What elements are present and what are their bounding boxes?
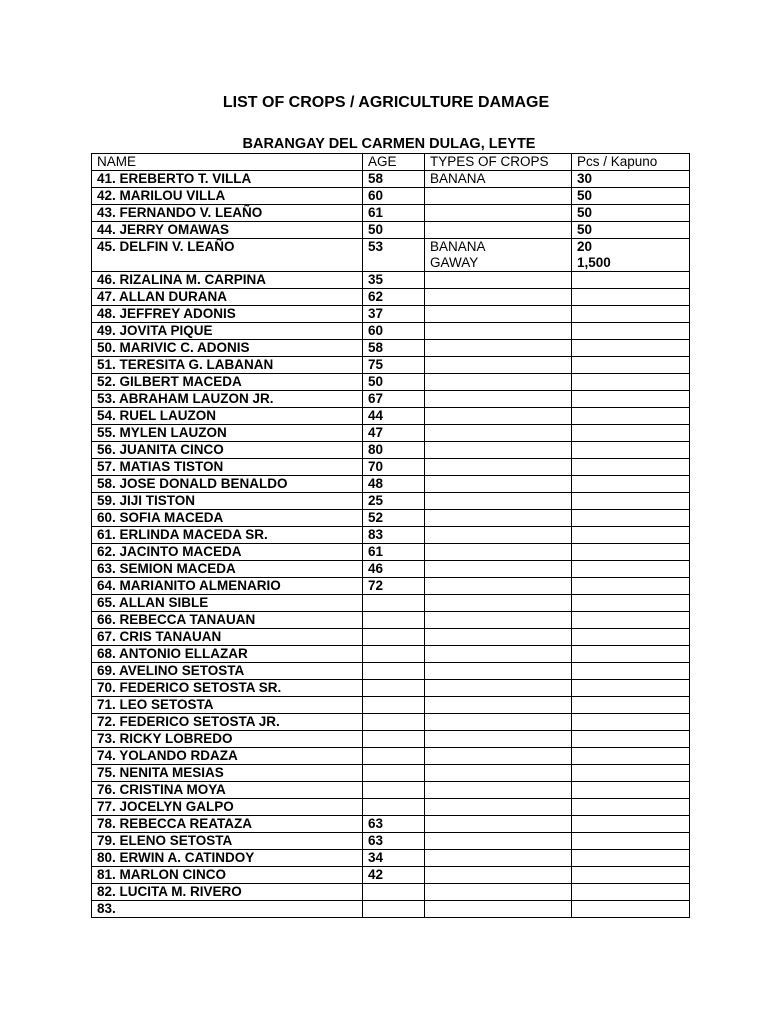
table-row (92, 510, 690, 527)
cell-age: 61 (363, 205, 425, 222)
cell-age: 62 (363, 289, 425, 306)
cell-age: 60 (363, 323, 425, 340)
crops-damage-table (91, 153, 690, 918)
table-row (92, 425, 690, 442)
cell-age: 80 (363, 442, 425, 459)
cell-crop-types (425, 391, 572, 408)
cell-name: 66. REBECCA TANAUAN (92, 612, 363, 629)
cell-crop-types (425, 816, 572, 833)
cell-crop-types (425, 867, 572, 884)
cell-age (363, 680, 425, 697)
cell-name: 83. (92, 901, 363, 918)
table-row (92, 629, 690, 646)
table-row (92, 442, 690, 459)
cell-pcs (572, 680, 690, 697)
table-row (92, 408, 690, 425)
column-header-name: NAME (92, 154, 363, 171)
cell-pcs (572, 561, 690, 578)
cell-name: 61. ERLINDA MACEDA SR. (92, 527, 363, 544)
table-row (92, 171, 690, 188)
cell-age: 58 (363, 340, 425, 357)
cell-pcs (572, 578, 690, 595)
cell-name: 55. MYLEN LAUZON (92, 425, 363, 442)
cell-crop-types (425, 561, 572, 578)
cell-name: 67. CRIS TANAUAN (92, 629, 363, 646)
cell-pcs (572, 697, 690, 714)
pcs-value: 20 (577, 239, 593, 254)
cell-name: 57. MATIAS TISTON (92, 459, 363, 476)
column-header-crops: TYPES OF CROPS (425, 154, 572, 171)
cell-crop-types (425, 595, 572, 612)
cell-pcs (572, 306, 690, 323)
cell-pcs (572, 765, 690, 782)
table-row (92, 374, 690, 391)
cell-pcs (572, 731, 690, 748)
cell-pcs (572, 272, 690, 289)
cell-name: 77. JOCELYN GALPO (92, 799, 363, 816)
cell-age: 35 (363, 272, 425, 289)
cell-pcs (572, 527, 690, 544)
table-row (92, 663, 690, 680)
cell-name: 51. TERESITA G. LABANAN (92, 357, 363, 374)
crop-type: BANANA (430, 239, 486, 254)
cell-crop-types (425, 765, 572, 782)
cell-crop-types (425, 697, 572, 714)
cell-name: 74. YOLANDO RDAZA (92, 748, 363, 765)
cell-pcs (572, 748, 690, 765)
cell-crop-types (425, 782, 572, 799)
cell-crop-types (425, 629, 572, 646)
cell-name: 71. LEO SETOSTA (92, 697, 363, 714)
cell-name: 81. MARLON CINCO (92, 867, 363, 884)
cell-pcs (572, 595, 690, 612)
cell-pcs (572, 799, 690, 816)
cell-crop-types (425, 425, 572, 442)
cell-pcs (572, 493, 690, 510)
table-row (92, 578, 690, 595)
cell-name: 80. ERWIN A. CATINDOY (92, 850, 363, 867)
cell-pcs (572, 901, 690, 918)
pcs-value: 50 (577, 222, 593, 237)
table-row (92, 561, 690, 578)
cell-name: 42. MARILOU VILLA (92, 188, 363, 205)
cell-name: 70. FEDERICO SETOSTA SR. (92, 680, 363, 697)
cell-pcs (572, 510, 690, 527)
pcs-value: 30 (577, 171, 593, 186)
cell-crop-types (425, 799, 572, 816)
cell-name: 73. RICKY LOBREDO (92, 731, 363, 748)
table-row (92, 816, 690, 833)
column-header-pcs: Pcs / Kapuno (572, 154, 690, 171)
cell-crop-types (425, 833, 572, 850)
cell-age (363, 612, 425, 629)
cell-crop-types (425, 459, 572, 476)
table-row (92, 459, 690, 476)
cell-crop-types (425, 493, 572, 510)
cell-age: 75 (363, 357, 425, 374)
cell-crop-types (425, 222, 572, 239)
cell-age: 42 (363, 867, 425, 884)
table-body (92, 171, 690, 918)
cell-name: 43. FERNANDO V. LEAÑO (92, 205, 363, 222)
table-row (92, 901, 690, 918)
pcs-value: 1,500 (577, 255, 611, 270)
cell-pcs (572, 476, 690, 493)
cell-name: 45. DELFIN V. LEAÑO (92, 239, 363, 272)
table-row (92, 799, 690, 816)
cell-pcs (572, 323, 690, 340)
cell-age (363, 646, 425, 663)
cell-name: 64. MARIANITO ALMENARIO (92, 578, 363, 595)
table-row (92, 748, 690, 765)
cell-name: 76. CRISTINA MOYA (92, 782, 363, 799)
cell-name: 48. JEFFREY ADONIS (92, 306, 363, 323)
cell-name: 56. JUANITA CINCO (92, 442, 363, 459)
cell-name: 69. AVELINO SETOSTA (92, 663, 363, 680)
document-subtitle: BARANGAY DEL CARMEN DULAG, LEYTE (242, 136, 536, 152)
cell-crop-types (425, 442, 572, 459)
cell-pcs (572, 289, 690, 306)
cell-pcs (572, 222, 690, 239)
cell-crop-types (425, 680, 572, 697)
cell-age: 44 (363, 408, 425, 425)
document-title: LIST OF CROPS / AGRICULTURE DAMAGE (222, 94, 550, 111)
cell-pcs (572, 340, 690, 357)
cell-name: 58. JOSE DONALD BENALDO (92, 476, 363, 493)
pcs-value: 50 (577, 188, 593, 203)
cell-crop-types (425, 527, 572, 544)
crop-type: BANANA (430, 171, 486, 186)
cell-age (363, 748, 425, 765)
cell-name: 49. JOVITA PIQUE (92, 323, 363, 340)
cell-name: 59. JIJI TISTON (92, 493, 363, 510)
cell-pcs (572, 884, 690, 901)
cell-crop-types (425, 289, 572, 306)
cell-age (363, 629, 425, 646)
cell-crop-types (425, 901, 572, 918)
cell-age: 63 (363, 833, 425, 850)
cell-pcs (572, 205, 690, 222)
cell-crop-types (425, 612, 572, 629)
cell-name: 62. JACINTO MACEDA (92, 544, 363, 561)
cell-name: 68. ANTONIO ELLAZAR (92, 646, 363, 663)
table-row (92, 782, 690, 799)
cell-pcs (572, 663, 690, 680)
cell-pcs (572, 850, 690, 867)
cell-pcs (572, 442, 690, 459)
column-header-age: AGE (363, 154, 425, 171)
cell-crop-types (425, 544, 572, 561)
table-row (92, 391, 690, 408)
table-row (92, 697, 690, 714)
cell-crop-types (425, 171, 572, 188)
cell-age: 61 (363, 544, 425, 561)
cell-crop-types (425, 476, 572, 493)
table-row (92, 612, 690, 629)
table-row (92, 867, 690, 884)
cell-age (363, 782, 425, 799)
cell-crop-types (425, 663, 572, 680)
table-row (92, 646, 690, 663)
cell-name: 47. ALLAN DURANA (92, 289, 363, 306)
cell-crop-types (425, 340, 572, 357)
cell-age (363, 884, 425, 901)
cell-name: 52. GILBERT MACEDA (92, 374, 363, 391)
table-row (92, 527, 690, 544)
cell-age (363, 731, 425, 748)
cell-age: 53 (363, 239, 425, 272)
cell-crop-types (425, 374, 572, 391)
cell-pcs (572, 867, 690, 884)
cell-pcs (572, 391, 690, 408)
cell-crop-types (425, 510, 572, 527)
cell-name: 46. RIZALINA M. CARPINA (92, 272, 363, 289)
cell-age: 34 (363, 850, 425, 867)
cell-age: 72 (363, 578, 425, 595)
cell-age: 67 (363, 391, 425, 408)
cell-name: 63. SEMION MACEDA (92, 561, 363, 578)
cell-crop-types (425, 323, 572, 340)
cell-crop-types (425, 306, 572, 323)
cell-age (363, 799, 425, 816)
cell-age (363, 595, 425, 612)
cell-crop-types (425, 205, 572, 222)
cell-age: 50 (363, 222, 425, 239)
table-row (92, 544, 690, 561)
cell-crop-types (425, 714, 572, 731)
crop-type: GAWAY (430, 255, 479, 270)
cell-pcs (572, 171, 690, 188)
cell-crop-types (425, 239, 572, 272)
cell-name: 65. ALLAN SIBLE (92, 595, 363, 612)
table-row (92, 850, 690, 867)
cell-crop-types (425, 646, 572, 663)
cell-name: 78. REBECCA REATAZA (92, 816, 363, 833)
cell-age (363, 697, 425, 714)
cell-age: 47 (363, 425, 425, 442)
table-row (92, 239, 690, 272)
cell-pcs (572, 782, 690, 799)
table-row (92, 205, 690, 222)
cell-crop-types (425, 578, 572, 595)
cell-name: 79. ELENO SETOSTA (92, 833, 363, 850)
cell-pcs (572, 408, 690, 425)
table-row (92, 595, 690, 612)
cell-pcs (572, 374, 690, 391)
cell-age: 52 (363, 510, 425, 527)
cell-pcs (572, 629, 690, 646)
cell-crop-types (425, 188, 572, 205)
cell-pcs (572, 833, 690, 850)
cell-pcs (572, 188, 690, 205)
cell-age: 46 (363, 561, 425, 578)
table-row (92, 357, 690, 374)
table-row (92, 222, 690, 239)
cell-age: 25 (363, 493, 425, 510)
cell-name: 41. EREBERTO T. VILLA (92, 171, 363, 188)
cell-age (363, 663, 425, 680)
table-row (92, 714, 690, 731)
table-row (92, 289, 690, 306)
cell-pcs (572, 646, 690, 663)
cell-crop-types (425, 272, 572, 289)
table-row (92, 833, 690, 850)
cell-pcs (572, 425, 690, 442)
cell-crop-types (425, 731, 572, 748)
cell-age (363, 714, 425, 731)
cell-name: 44. JERRY OMAWAS (92, 222, 363, 239)
table-row (92, 306, 690, 323)
cell-age: 37 (363, 306, 425, 323)
cell-age: 60 (363, 188, 425, 205)
cell-age: 50 (363, 374, 425, 391)
cell-pcs (572, 816, 690, 833)
cell-name: 53. ABRAHAM LAUZON JR. (92, 391, 363, 408)
cell-name: 54. RUEL LAUZON (92, 408, 363, 425)
cell-crop-types (425, 884, 572, 901)
cell-crop-types (425, 408, 572, 425)
table-row (92, 476, 690, 493)
cell-name: 72. FEDERICO SETOSTA JR. (92, 714, 363, 731)
table-row (92, 680, 690, 697)
cell-name: 75. NENITA MESIAS (92, 765, 363, 782)
cell-pcs (572, 612, 690, 629)
pcs-value: 50 (577, 205, 593, 220)
cell-age: 58 (363, 171, 425, 188)
table-row (92, 493, 690, 510)
table-row (92, 323, 690, 340)
cell-age (363, 765, 425, 782)
cell-pcs (572, 544, 690, 561)
cell-age: 83 (363, 527, 425, 544)
cell-crop-types (425, 748, 572, 765)
table-row (92, 731, 690, 748)
table-row (92, 188, 690, 205)
table-row (92, 765, 690, 782)
cell-pcs (572, 459, 690, 476)
cell-age: 48 (363, 476, 425, 493)
cell-age: 70 (363, 459, 425, 476)
cell-crop-types (425, 357, 572, 374)
cell-pcs (572, 714, 690, 731)
cell-crop-types (425, 850, 572, 867)
cell-age (363, 901, 425, 918)
table-row (92, 884, 690, 901)
table-row (92, 272, 690, 289)
cell-pcs (572, 239, 690, 272)
cell-name: 50. MARIVIC C. ADONIS (92, 340, 363, 357)
cell-name: 82. LUCITA M. RIVERO (92, 884, 363, 901)
table-row (92, 340, 690, 357)
cell-name: 60. SOFIA MACEDA (92, 510, 363, 527)
cell-pcs (572, 357, 690, 374)
table-header-row (92, 154, 690, 171)
cell-age: 63 (363, 816, 425, 833)
